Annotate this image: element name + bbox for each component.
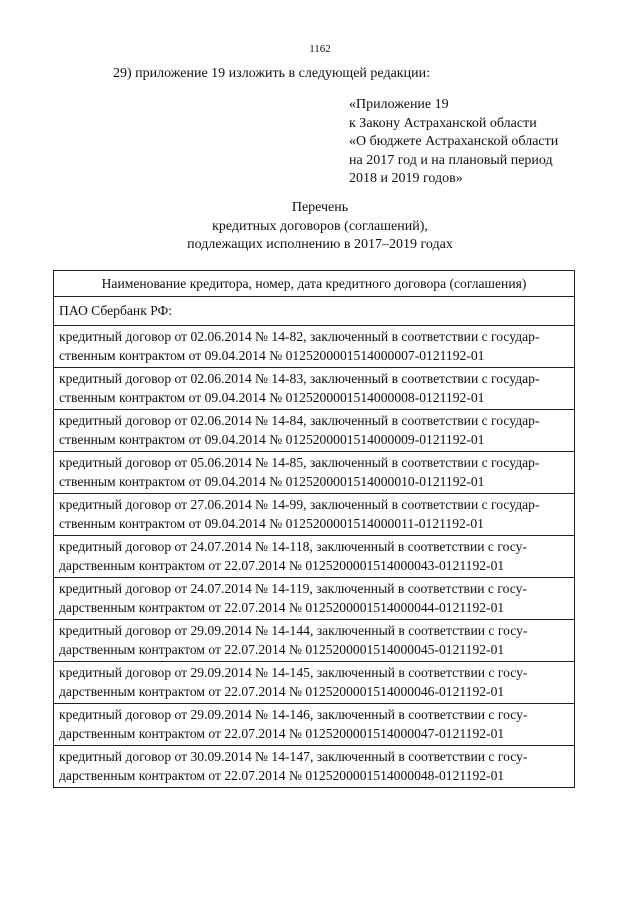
contract-text-line: кредитный договор от 29.09.2014 № 14-144, заключенный в соответствии с госу- bbox=[59, 623, 528, 638]
page-number: 1162 bbox=[309, 43, 331, 55]
contract-text-line: кредитный договор от 02.06.2014 № 14-82, заключенный в соответствии с государ- bbox=[59, 329, 540, 344]
appendix-ref-line: к Закону Астраханской области bbox=[349, 115, 537, 131]
contract-cell bbox=[54, 410, 575, 452]
appendix-ref-line: «О бюджете Астраханской области bbox=[349, 134, 559, 150]
contract-text-line: дарственным контрактом от 22.07.2014 № 0125200001514000044-0121192-01 bbox=[59, 599, 505, 615]
creditor-name: ПАО Сбербанк РФ: bbox=[54, 297, 575, 326]
contract-text-line: ственным контрактом от 09.04.2014 № 0125200001514000010-0121192-01 bbox=[59, 473, 485, 489]
contract-text-line: ственным контрактом от 09.04.2014 № 0125200001514000011-0121192-01 bbox=[59, 515, 484, 531]
table-row bbox=[54, 536, 575, 578]
contract-text-line: кредитный договор от 30.09.2014 № 14-147, заключенный в соответствии с госу- bbox=[59, 749, 528, 764]
table-row bbox=[54, 578, 575, 620]
creditor-row bbox=[54, 297, 575, 326]
contract-text-line: ственным контрактом от 09.04.2014 № 0125200001514000008-0121192-01 bbox=[59, 389, 485, 405]
table-row bbox=[54, 368, 575, 410]
contract-text-line: ственным контрактом от 09.04.2014 № 0125200001514000009-0121192-01 bbox=[59, 431, 485, 447]
contract-cell bbox=[54, 578, 575, 620]
contract-text-line: кредитный договор от 24.07.2014 № 14-118, заключенный в соответствии с госу- bbox=[59, 539, 527, 554]
contract-text-line: дарственным контрактом от 22.07.2014 № 0125200001514000045-0121192-01 bbox=[59, 641, 505, 657]
table-row bbox=[54, 620, 575, 662]
appendix-reference bbox=[349, 96, 558, 189]
contract-cell bbox=[54, 536, 575, 578]
contract-text-line: кредитный договор от 29.09.2014 № 14-146, заключенный в соответствии с госу- bbox=[59, 707, 528, 722]
table-header-row bbox=[54, 271, 575, 297]
contract-cell bbox=[54, 368, 575, 410]
column-header: Наименование кредитора, номер, дата кредитного договора (соглашения) bbox=[54, 271, 575, 297]
contract-text-line: кредитный договор от 29.09.2014 № 14-145, заключенный в соответствии с госу- bbox=[59, 665, 528, 680]
table-row bbox=[54, 410, 575, 452]
contract-text-line: дарственным контрактом от 22.07.2014 № 0125200001514000047-0121192-01 bbox=[59, 725, 505, 741]
contract-text-line: кредитный договор от 05.06.2014 № 14-85, заключенный в соответствии с государ- bbox=[59, 455, 540, 470]
table-row bbox=[54, 704, 575, 746]
table-row bbox=[54, 326, 575, 368]
appendix-ref-line: на 2017 год и на плановый период bbox=[349, 152, 553, 168]
table-row bbox=[54, 494, 575, 536]
list-title-line: Перечень bbox=[291, 200, 349, 215]
contract-cell bbox=[54, 704, 575, 746]
contract-text-line: дарственным контрактом от 22.07.2014 № 0125200001514000043-0121192-01 bbox=[59, 557, 505, 573]
contracts-table bbox=[53, 270, 575, 788]
contract-cell bbox=[54, 326, 575, 368]
contract-text-line: дарственным контрактом от 22.07.2014 № 0125200001514000048-0121192-01 bbox=[59, 767, 505, 783]
contract-cell bbox=[54, 746, 575, 788]
appendix-ref-line: 2018 и 2019 годов» bbox=[349, 171, 463, 187]
contract-cell bbox=[54, 620, 575, 662]
contract-text-line: кредитный договор от 24.07.2014 № 14-119, заключенный в соответствии с госу- bbox=[59, 581, 527, 596]
contract-cell bbox=[54, 662, 575, 704]
contract-text-line: ственным контрактом от 09.04.2014 № 0125200001514000007-0121192-01 bbox=[59, 347, 485, 363]
contract-text-line: дарственным контрактом от 22.07.2014 № 0125200001514000046-0121192-01 bbox=[59, 683, 505, 699]
contract-text-line: кредитный договор от 27.06.2014 № 14-99, заключенный в соответствии с государ- bbox=[59, 497, 540, 512]
amendment-intro: 29) приложение 19 изложить в следующей редакции: bbox=[113, 66, 430, 81]
table-row bbox=[54, 746, 575, 788]
contract-cell bbox=[54, 494, 575, 536]
list-title-line: кредитных договоров (соглашений), bbox=[212, 218, 428, 234]
list-title-line: подлежащих исполнению в 2017–2019 годах bbox=[187, 237, 453, 252]
table-row bbox=[54, 662, 575, 704]
contract-text-line: кредитный договор от 02.06.2014 № 14-84, заключенный в соответствии с государ- bbox=[59, 413, 540, 428]
list-title bbox=[0, 199, 640, 255]
table-row bbox=[54, 452, 575, 494]
appendix-ref-line: «Приложение 19 bbox=[349, 97, 449, 112]
contract-cell bbox=[54, 452, 575, 494]
contract-text-line: кредитный договор от 02.06.2014 № 14-83, заключенный в соответствии с государ- bbox=[59, 371, 540, 386]
